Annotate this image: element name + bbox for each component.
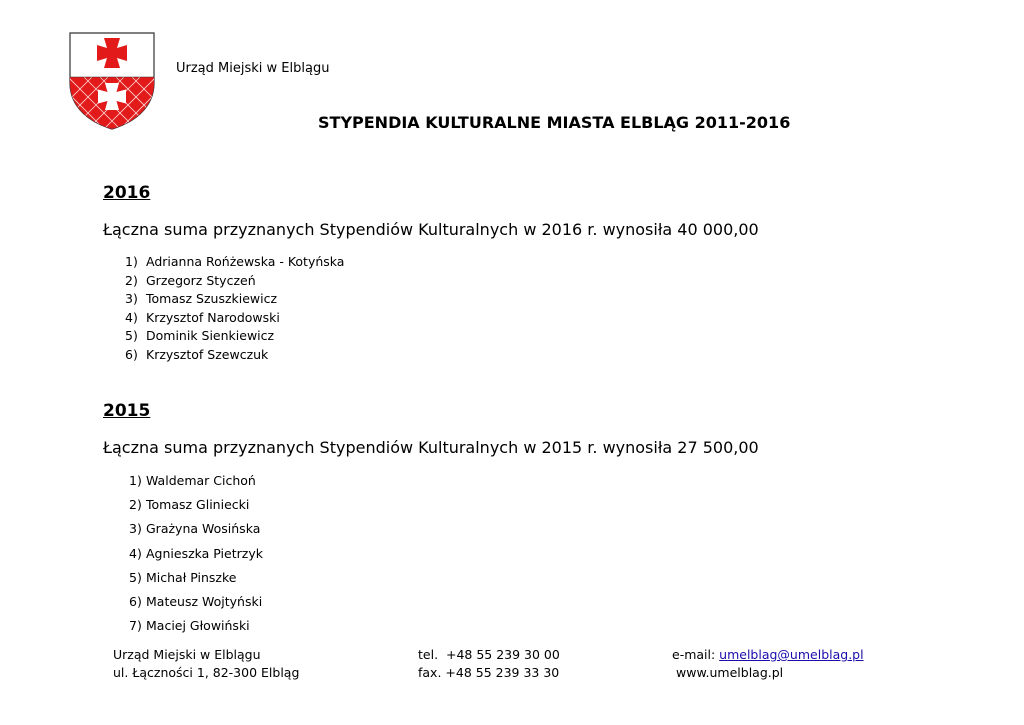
recipient-name: Michał Pinszke — [146, 569, 237, 585]
footer-website[interactable]: www.umelblag.pl — [676, 665, 784, 680]
recipient-name: Adrianna Rońżewska - Kotyńska — [146, 254, 345, 269]
recipient-name: Tomasz Szuszkiewicz — [146, 291, 278, 307]
recipient-name: Krzysztof Szewczuk — [146, 346, 269, 362]
list-number: 6) — [125, 346, 138, 362]
recipient-name: Grzegorz Styczeń — [146, 272, 256, 288]
list-number: 1) — [125, 254, 138, 269]
email-link[interactable]: umelblag@umelblag.pl — [719, 647, 864, 662]
recipient-name: Grażyna Wosińska — [146, 521, 261, 537]
list-number: 4) — [129, 545, 142, 561]
recipient-name: Tomasz Gliniecki — [146, 497, 250, 513]
list-item — [125, 327, 344, 346]
recipient-name: Maciej Głowiński — [146, 618, 250, 634]
list-number: 5) — [129, 569, 142, 585]
list-item — [129, 469, 263, 493]
list-item — [125, 309, 344, 328]
list-number: 1) — [129, 473, 142, 488]
list-number: 2) — [129, 497, 142, 513]
list-number: 3) — [129, 521, 142, 537]
list-item — [129, 517, 263, 541]
list-item — [125, 272, 344, 291]
recipient-name: Mateusz Wojtyński — [146, 593, 263, 609]
list-number: 7) — [129, 618, 142, 634]
list-item — [129, 542, 263, 566]
recipient-name: Krzysztof Narodowski — [146, 309, 280, 325]
list-number: 4) — [125, 309, 138, 325]
recipient-name: Dominik Sienkiewicz — [146, 328, 275, 344]
list-item — [125, 253, 344, 272]
footer-office-name: Urząd Miejski w Elblągu — [113, 647, 261, 662]
recipient-name: Agnieszka Pietrzyk — [146, 545, 263, 561]
list-number: 2) — [125, 272, 138, 288]
footer-tel: tel. +48 55 239 30 00 — [418, 647, 560, 662]
list-number: 6) — [129, 593, 142, 609]
recipients-list-2016 — [125, 253, 344, 365]
list-number: 5) — [125, 328, 138, 344]
section-year-2015: 2015 — [103, 401, 151, 421]
list-item — [125, 290, 344, 309]
list-item — [125, 346, 344, 365]
list-number: 3) — [125, 291, 138, 307]
list-item — [129, 614, 263, 638]
recipient-name: Waldemar Cichoń — [146, 473, 256, 488]
header-office-name: Urząd Miejski w Elblągu — [176, 61, 330, 76]
footer-fax: fax. +48 55 239 33 30 — [418, 665, 560, 680]
footer-email — [672, 647, 864, 662]
section-year-2016: 2016 — [103, 183, 151, 203]
list-item — [129, 590, 263, 614]
document-title: STYPENDIA KULTURALNE MIASTA ELBLĄG 2011-2016 — [318, 113, 791, 132]
list-item — [129, 566, 263, 590]
list-item — [129, 493, 263, 517]
section-summary-2016: Łączna suma przyznanych Stypendiów Kulturalnych w 2016 r. wynosiła 40 000,00 — [103, 220, 759, 239]
elblag-coat-of-arms-icon — [68, 31, 156, 131]
footer-email-label: e-mail: — [672, 647, 720, 662]
recipients-list-2015 — [129, 469, 263, 638]
footer-address: ul. Łączności 1, 82-300 Elbląg — [113, 665, 300, 680]
section-summary-2015: Łączna suma przyznanych Stypendiów Kulturalnych w 2015 r. wynosiła 27 500,00 — [103, 438, 759, 457]
